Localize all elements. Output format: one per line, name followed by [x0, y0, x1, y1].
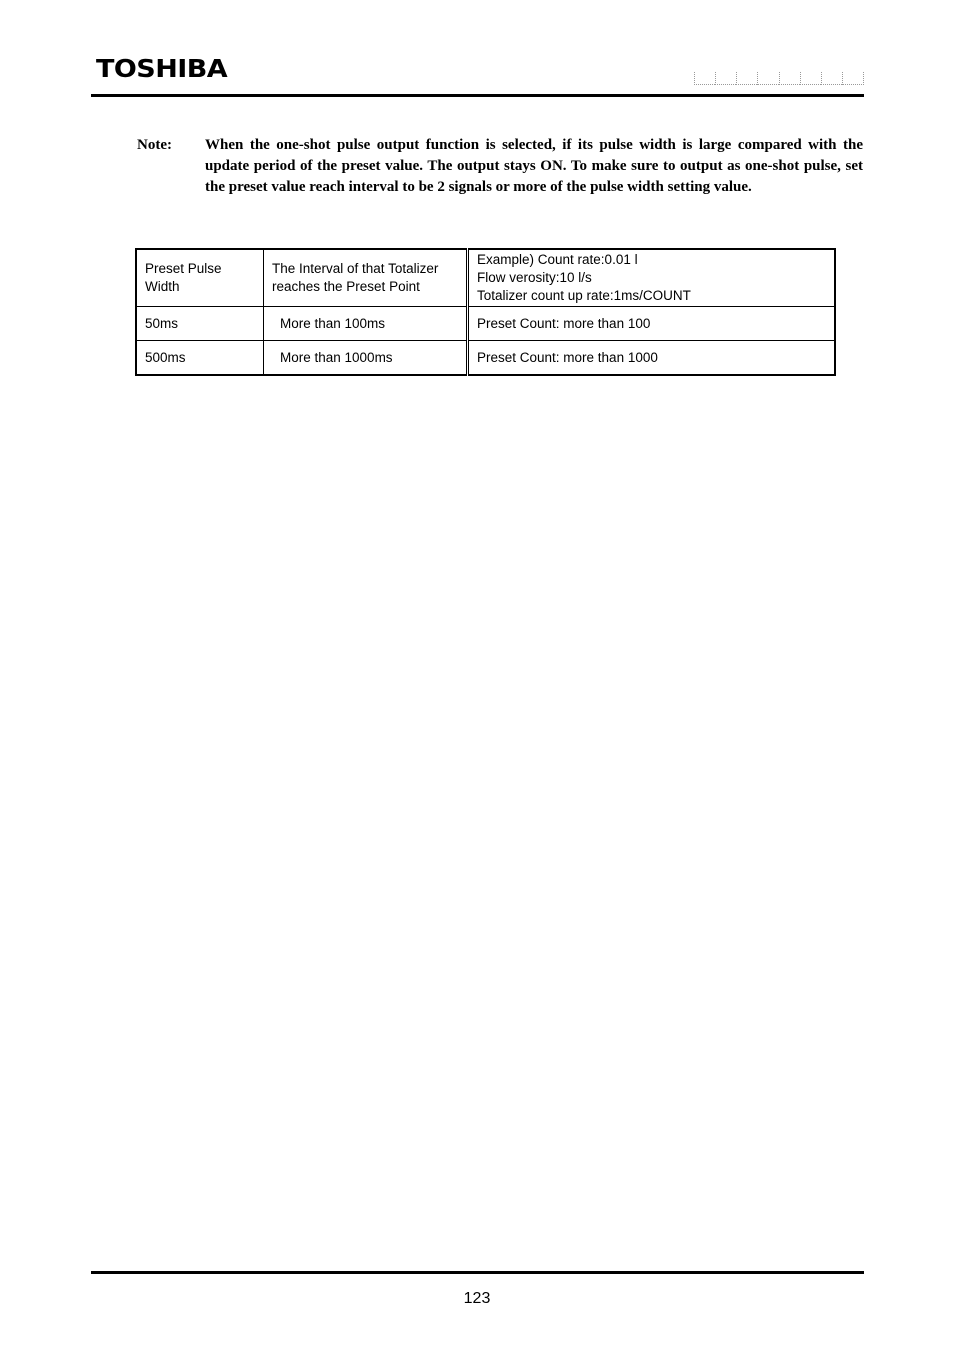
toshiba-logo: TOSHIBA: [96, 54, 228, 83]
table-row: [136, 341, 835, 376]
cell-example: Preset Count: more than 100: [468, 307, 836, 341]
document-number-boxes: [694, 70, 864, 84]
note-text: When the one-shot pulse output function is selected, if its pulse width is large compared with the update period of the preset value. The output stays ON. To make sure to output as one-shot pulse, set the preset value reach interval to be 2 signals or more of the pulse width setting value.: [205, 137, 863, 195]
footer-rule: [91, 1271, 864, 1274]
page-number: 123: [463, 1290, 491, 1307]
cell-example: Preset Count: more than 1000: [468, 341, 836, 376]
note-label: Note:: [137, 137, 172, 153]
header-interval: The Interval of that Totalizer reaches the Preset Point: [264, 249, 468, 307]
header-preset-pulse-width: Preset Pulse Width: [136, 249, 264, 307]
header-rule: [91, 94, 864, 97]
table-row: [136, 307, 835, 341]
cell-interval: More than 1000ms: [264, 341, 468, 376]
table-header-row: [136, 249, 835, 307]
cell-pulse-width: 50ms: [136, 307, 264, 341]
preset-pulse-table: [135, 248, 836, 376]
cell-pulse-width: 500ms: [136, 341, 264, 376]
header-example: Example) Count rate:0.01 l Flow verosity:10 l/s Totalizer count up rate:1ms/COUNT: [468, 249, 836, 307]
cell-interval: More than 100ms: [264, 307, 468, 341]
